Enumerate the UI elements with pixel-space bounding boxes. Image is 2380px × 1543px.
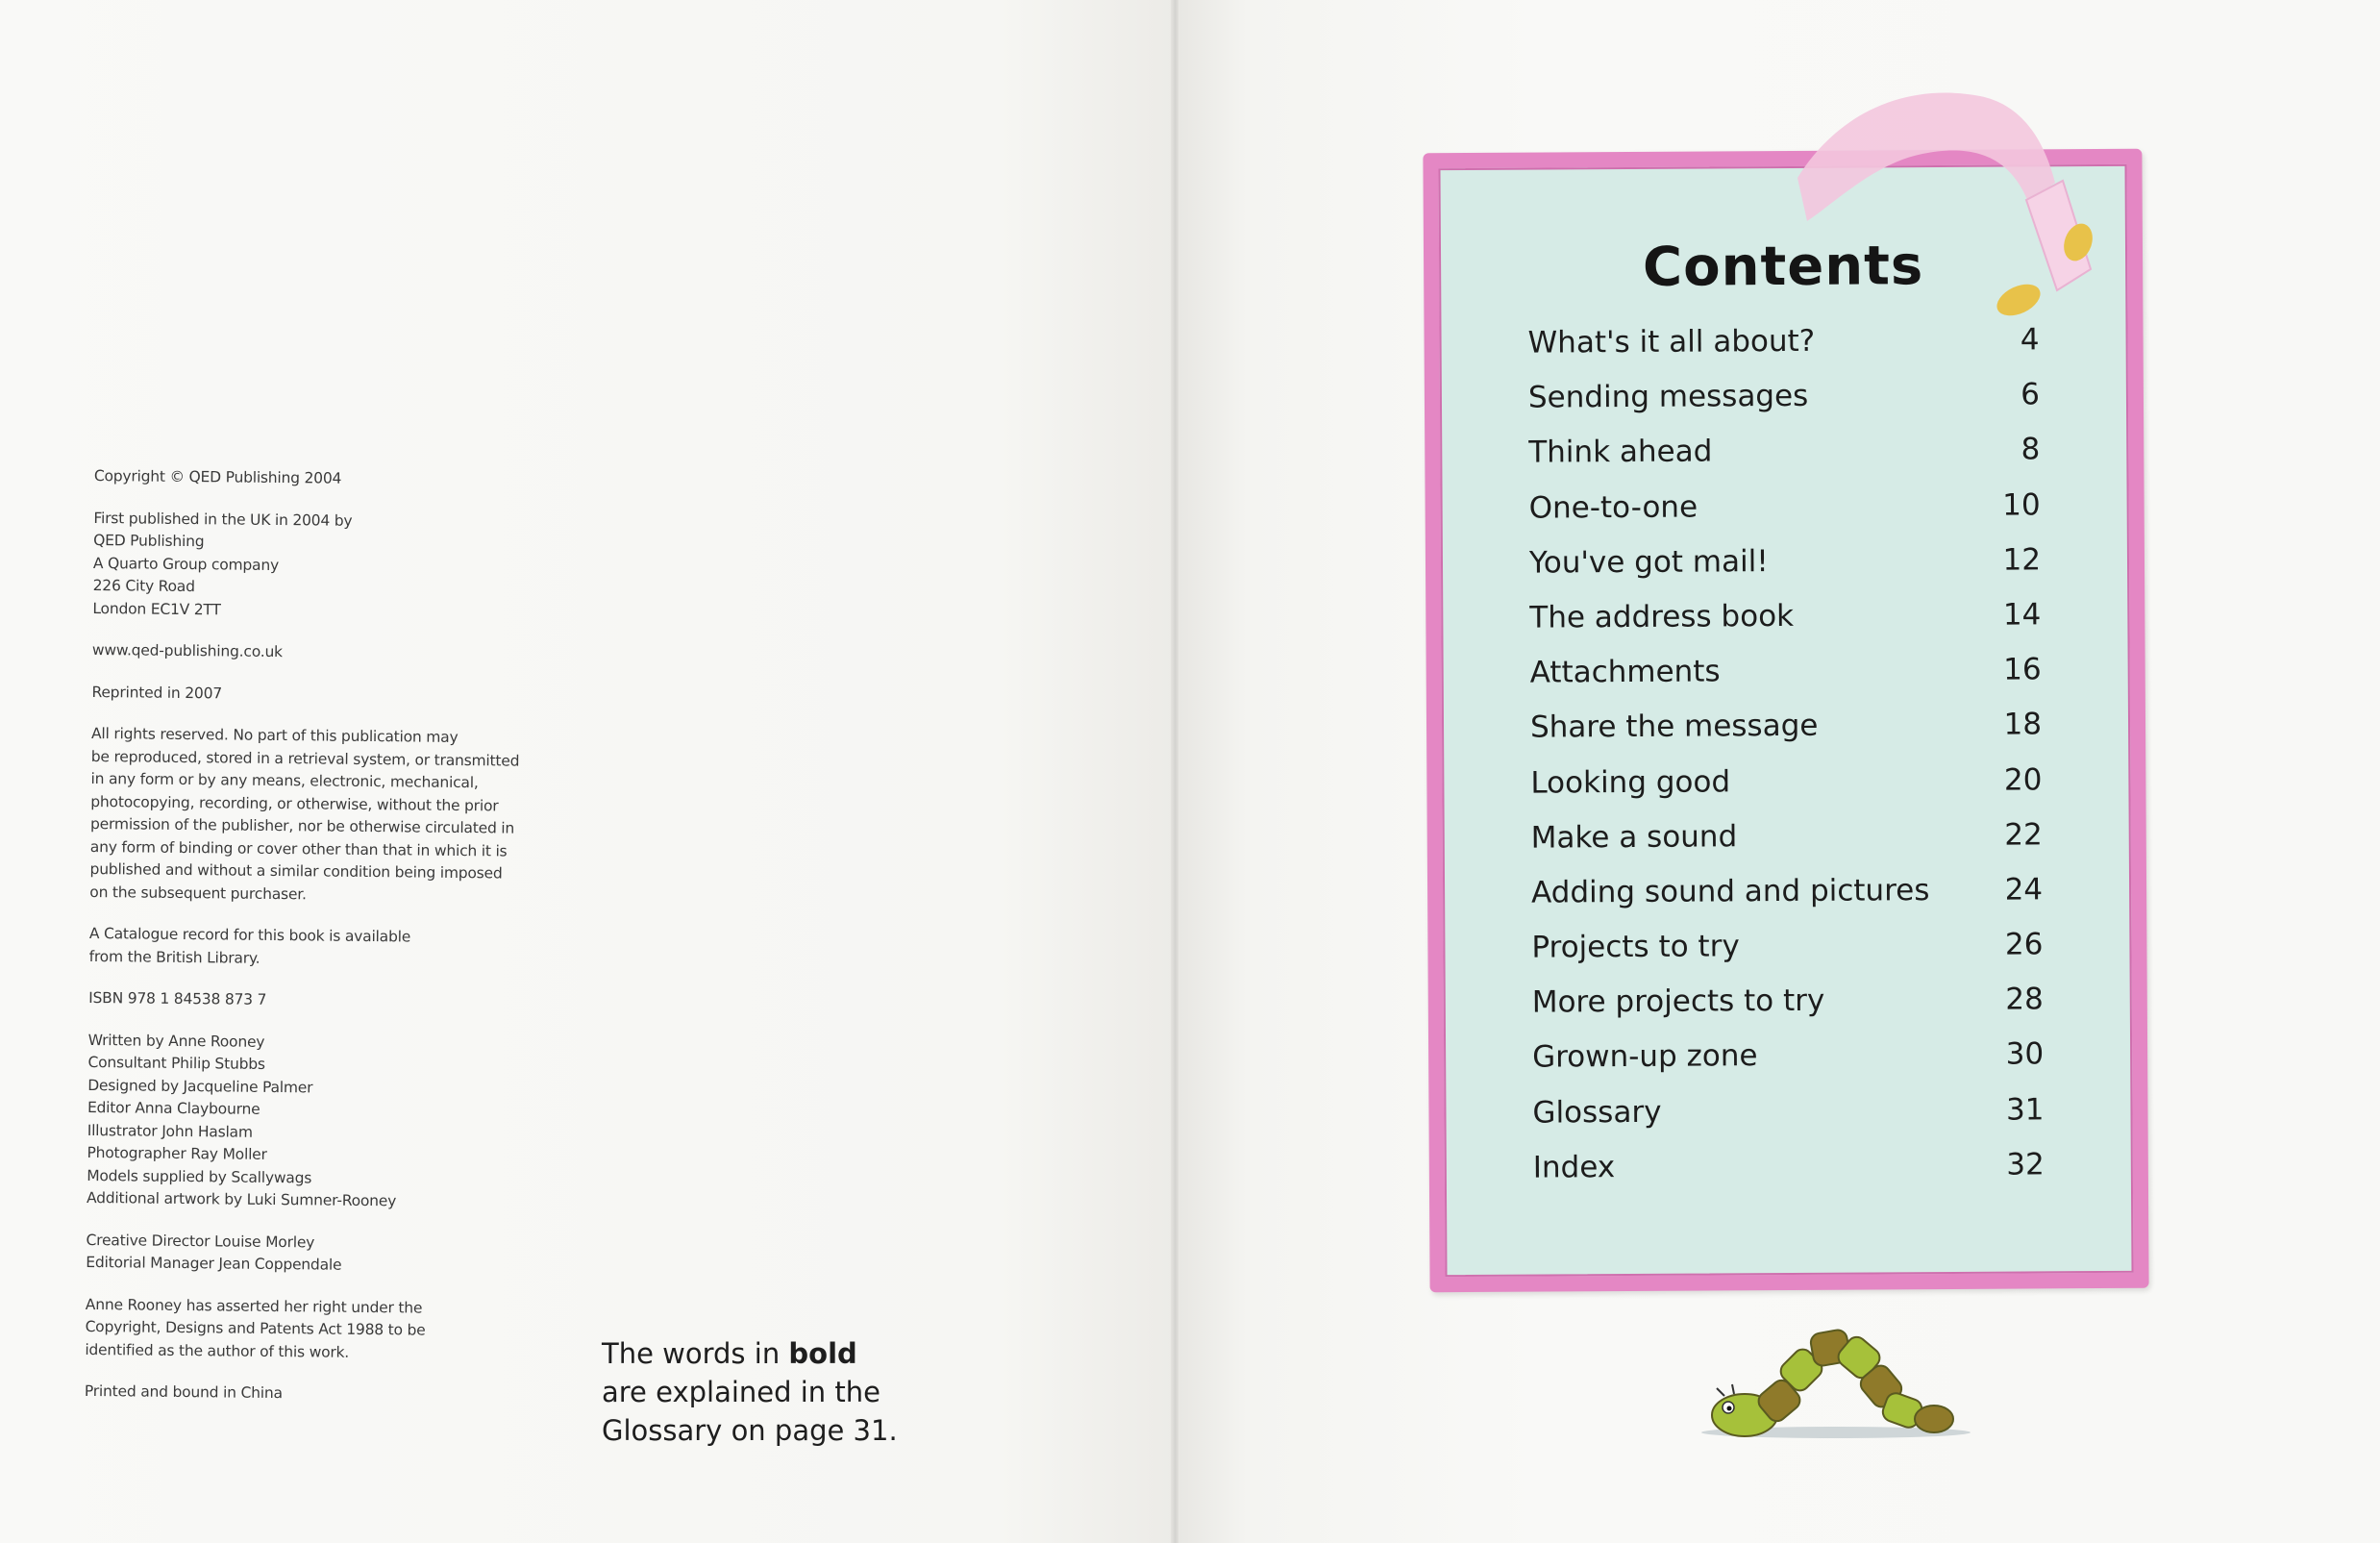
left-page — [0, 0, 1175, 1543]
toc-entry-title: Think ahead — [1528, 434, 1713, 471]
toc-entry-title: Adding sound and pictures — [1530, 872, 1930, 910]
imprint-line: Printed and bound in China — [84, 1381, 283, 1403]
imprint-line: 226 City Road — [92, 576, 195, 596]
imprint-line: Illustrator John Haslam — [87, 1121, 253, 1141]
toc-entry-title: Looking good — [1530, 763, 1731, 801]
imprint-block — [88, 987, 588, 1015]
imprint-line: First published in the UK in 2004 by — [93, 509, 353, 530]
toc-entry-page-number: 14 — [2002, 597, 2042, 633]
imprint-line: be reproduced, stored in a retrieval system, or transmitted — [90, 747, 520, 770]
toc-entry-title: Share the message — [1529, 709, 1819, 745]
toc-entry — [1531, 927, 2043, 984]
toc-entry — [1532, 983, 2044, 1040]
ribbon-bookmark-icon — [1797, 77, 2182, 365]
toc-entry-page-number: 18 — [2003, 707, 2043, 742]
toc-entry-title: Make a sound — [1530, 819, 1738, 856]
imprint-line: identified as the author of this work. — [85, 1340, 350, 1361]
toc-entry-page-number: 4 — [2020, 322, 2040, 358]
glossary-note-line-3: Glossary on page 31. — [602, 1414, 898, 1447]
imprint-block — [92, 507, 593, 625]
imprint-line: A Quarto Group company — [92, 554, 280, 574]
toc-entry-page-number: 8 — [2021, 432, 2041, 467]
imprint-line: Written by Anne Rooney — [87, 1031, 265, 1051]
imprint-line: www.qed-publishing.co.uk — [91, 640, 283, 661]
toc-entry-page-number: 16 — [2003, 652, 2042, 687]
imprint-block — [94, 465, 594, 493]
imprint-line: A Catalogue record for this book is available — [88, 924, 411, 946]
toc-entry-title: Attachments — [1529, 654, 1721, 690]
contents-title: Contents — [1642, 235, 1924, 299]
imprint-line: QED Publishing — [93, 531, 205, 551]
toc-entry — [1528, 378, 2040, 436]
imprint-text — [85, 465, 594, 1428]
imprint-block — [89, 923, 589, 973]
imprint-line: Anne Rooney has asserted her right under the — [85, 1295, 423, 1317]
toc-entry-page-number: 10 — [2002, 486, 2041, 523]
toc-entry — [1532, 1092, 2044, 1150]
imprint-line: any form of binding or cover other than that in which it is — [89, 837, 508, 860]
imprint-line: Consultant Philip Stubbs — [87, 1053, 265, 1073]
imprint-block — [89, 723, 591, 908]
toc-entry — [1530, 708, 2042, 765]
imprint-block — [85, 1293, 585, 1366]
toc-entry-page-number: 32 — [2006, 1147, 2045, 1182]
imprint-line: Creative Director Louise Morley — [86, 1231, 315, 1251]
imprint-line: Models supplied by Scallywags — [87, 1166, 312, 1186]
imprint-line: Photographer Ray Moller — [87, 1143, 267, 1163]
imprint-line: Copyright, Designs and Patents Act 1988 to be — [85, 1317, 426, 1339]
toc-entry — [1529, 597, 2041, 655]
toc-entry-page-number: 6 — [2021, 377, 2041, 412]
toc-entry — [1531, 872, 2043, 930]
imprint-block — [86, 1229, 585, 1279]
imprint-line: from the British Library. — [88, 947, 260, 967]
imprint-block — [85, 1381, 584, 1408]
book-gutter — [1171, 0, 1178, 1543]
toc-entry-page-number: 28 — [2005, 982, 2044, 1017]
imprint-line: Copyright © QED Publishing 2004 — [93, 466, 342, 487]
imprint-block — [87, 1029, 588, 1214]
caterpillar-illustration-icon — [1692, 1288, 1980, 1452]
toc-entry — [1532, 1037, 2044, 1095]
imprint-line: Reprinted in 2007 — [91, 683, 223, 702]
imprint-line: ISBN 978 1 84538 873 7 — [88, 988, 267, 1008]
toc-entry-title: Sending messages — [1527, 379, 1809, 415]
toc-entry-page-number: 30 — [2005, 1036, 2045, 1073]
toc-list — [1527, 322, 2045, 1205]
imprint-line: on the subsequent purchaser. — [89, 883, 307, 903]
imprint-line: London EC1V 2TT — [92, 599, 221, 618]
toc-entry-page-number: 20 — [2003, 761, 2043, 798]
toc-entry — [1530, 762, 2042, 820]
imprint-line: in any form or by any means, electronic, mechanical, — [90, 769, 479, 792]
toc-entry — [1531, 817, 2043, 875]
toc-entry — [1533, 1147, 2045, 1205]
toc-entry-title: More projects to try — [1531, 983, 1825, 1020]
toc-entry-title: One-to-one — [1528, 489, 1698, 526]
toc-entry-title: You've got mail! — [1528, 543, 1769, 581]
imprint-line: Editorial Manager Jean Coppendale — [86, 1253, 342, 1274]
imprint-block — [92, 639, 592, 667]
imprint-line: published and without a similar condition being imposed — [89, 859, 503, 883]
glossary-note-line-2: are explained in the — [602, 1376, 880, 1408]
toc-entry — [1529, 487, 2041, 545]
imprint-line: photocopying, recording, or otherwise, without the prior — [90, 792, 499, 814]
imprint-line: Editor Anna Claybourne — [87, 1098, 260, 1118]
toc-entry-page-number: 31 — [2005, 1091, 2045, 1128]
toc-entry-title: Index — [1532, 1149, 1616, 1185]
glossary-note — [602, 1334, 919, 1450]
imprint-line: All rights reserved. No part of this publication may — [90, 724, 459, 746]
toc-entry-title: Grown-up zone — [1532, 1038, 1758, 1076]
toc-entry-page-number: 22 — [2004, 817, 2043, 853]
toc-entry-page-number: 12 — [2002, 542, 2042, 578]
toc-entry-page-number: 24 — [2004, 872, 2044, 908]
bold-word: bold — [788, 1337, 857, 1370]
toc-entry-title: Glossary — [1532, 1094, 1662, 1131]
toc-entry — [1530, 653, 2042, 710]
glossary-note-line-1: The words in bold — [602, 1337, 857, 1370]
imprint-line: Additional artwork by Luki Sumner-Rooney — [86, 1188, 397, 1210]
toc-entry-title: What's it all about? — [1527, 323, 1816, 361]
imprint-line: permission of the publisher, nor be otherwise circulated in — [89, 814, 515, 837]
imprint-block — [91, 681, 591, 709]
toc-entry-page-number: 26 — [2004, 927, 2044, 962]
toc-entry-title: The address book — [1529, 598, 1795, 635]
toc-entry — [1529, 542, 2041, 600]
toc-entry-title: Projects to try — [1531, 929, 1740, 965]
toc-entry — [1528, 433, 2040, 490]
imprint-line: Designed by Jacqueline Palmer — [87, 1076, 313, 1096]
